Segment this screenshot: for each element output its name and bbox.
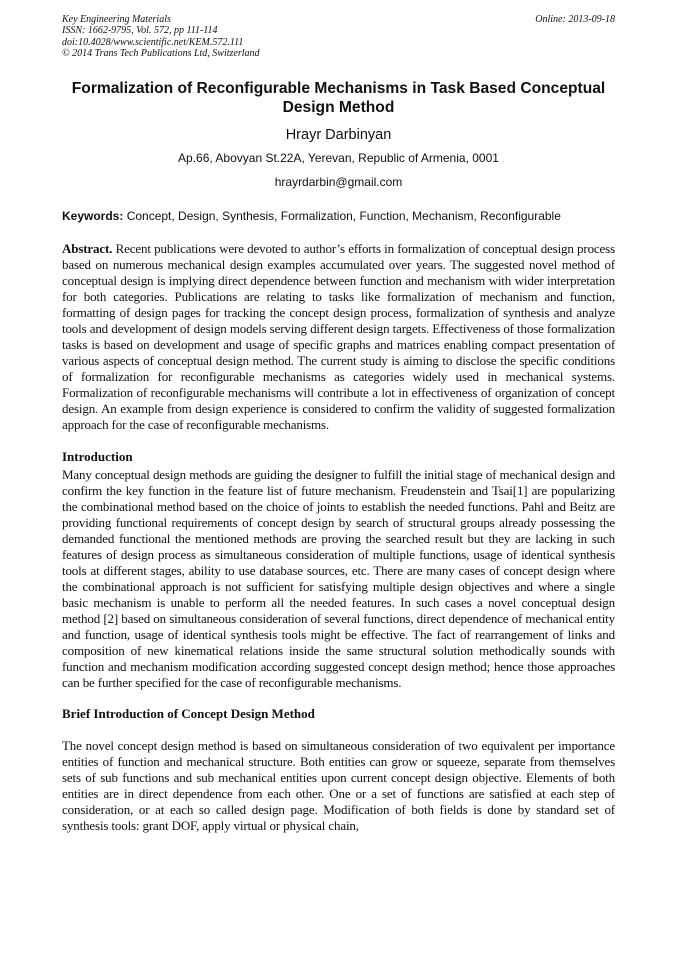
abstract-paragraph bbox=[62, 241, 615, 433]
keywords-line bbox=[62, 209, 615, 224]
keywords-label: Keywords: bbox=[62, 209, 124, 224]
section-heading-brief-introduction: Brief Introduction of Concept Design Method bbox=[62, 706, 315, 722]
section-heading-introduction: Introduction bbox=[62, 449, 133, 465]
author-name: Hrayr Darbinyan bbox=[285, 127, 392, 144]
copyright-line: © 2014 Trans Tech Publications Ltd, Switzerland bbox=[62, 47, 260, 59]
online-date: Online: 2013-09-18 bbox=[535, 14, 615, 25]
paper-title: Formalization of Reconfigurable Mechanisms in Task Based Conceptual Design Method bbox=[71, 80, 606, 117]
paper-page bbox=[62, 14, 615, 834]
author-affiliation: Ap.66, Abovyan St.22A, Yerevan, Republic of Armenia, 0001 bbox=[178, 151, 499, 166]
author-email[interactable]: hrayrdarbin@gmail.com bbox=[274, 175, 403, 190]
issn-line: ISSN: 1662-9795, Vol. 572, pp 111-114 bbox=[62, 25, 218, 37]
journal-name: Key Engineering Materials bbox=[62, 14, 171, 25]
abstract-text: Recent publications were devoted to author’s efforts in formalization of conceptual design process based on numerous mechanical design examples accumulated over years. The suggested novel method of conceptual design is implying direct dependence between function and mechanism with wider interpretation for both categories. Publications are relating to tasks like formalization of mechanism and function, formatting of design pages for tracking the concept design process, formalization of synthesis and analyze tools and development of design models serving different design targets. Effectiveness of those formalization tasks is based on development and usage of specific graphs and matrices enabling compact presentation of various aspects of conceptual design method. The current study is aiming to disclose the specific conditions of formalization for reconfigurable mechanisms as categories widely used in mechanical systems. Formalization of reconfigurable mechanisms will contribute a lot in effectiveness of organization of concept design. An example from design experience is considered to confirm the validity of suggested formalization approach for the case of reconfigurable mechanisms. bbox=[62, 241, 615, 433]
keywords-text: Concept, Design, Synthesis, Formalization, Function, Mechanism, Reconfigurable bbox=[123, 209, 561, 224]
doi-line[interactable]: doi:10.4028/www.scientific.net/KEM.572.111 bbox=[62, 36, 244, 48]
brief-introduction-paragraph: The novel concept design method is based on simultaneous consideration of two equivalent per importance entities of function and mechanical structure. Both entities can grow or squeeze, separate from themselves sets of sub functions and sub mechanical entities upon current concept design objective. Elements of both entities are in direct dependence from each other. One or a set of functions are satisfied at each step of consideration, or at each so called design page. Modification of both fields is done by standard set of synthesis tools: grant DOF, apply virtual or physical chain, bbox=[62, 738, 615, 834]
abstract-label: Abstract. bbox=[62, 241, 113, 257]
journal-header bbox=[62, 14, 615, 59]
introduction-paragraph: Many conceptual design methods are guiding the designer to fulfill the initial stage of mechanical design and confirm the key function in the feature list of future mechanism. Freudenstein and Tsai[1] are popularizing the combinational method based on the choice of joints to establish the needed functions. Pahl and Beitz are providing functional requirements of concept design by search of structural groups already possessing the demanded functional the mentioned methods are proving the searched result but they are lacking in such features of design process as simultaneous consideration of multiple functions, usage of identical synthesis tools at different stages, ability to use database sources, etc. There are many cases of concept design where the combinational approach is not sufficient for satisfying multiple design objectives and where a single basic mechanism is unable to perform all the needed features. In such cases a novel conceptual design method [2] based on simultaneous consideration of several functions, direct dependence of mechanical entity and function, usage of identical synthesis tools might be effective. The fact of rearrangement of links and composition of new kinematical relations inside the same structural solution methodically sounds with function and mechanism modification according suggested concept design method; hence those approaches can be further specified for the case of reconfigurable mechanisms. bbox=[62, 467, 615, 691]
